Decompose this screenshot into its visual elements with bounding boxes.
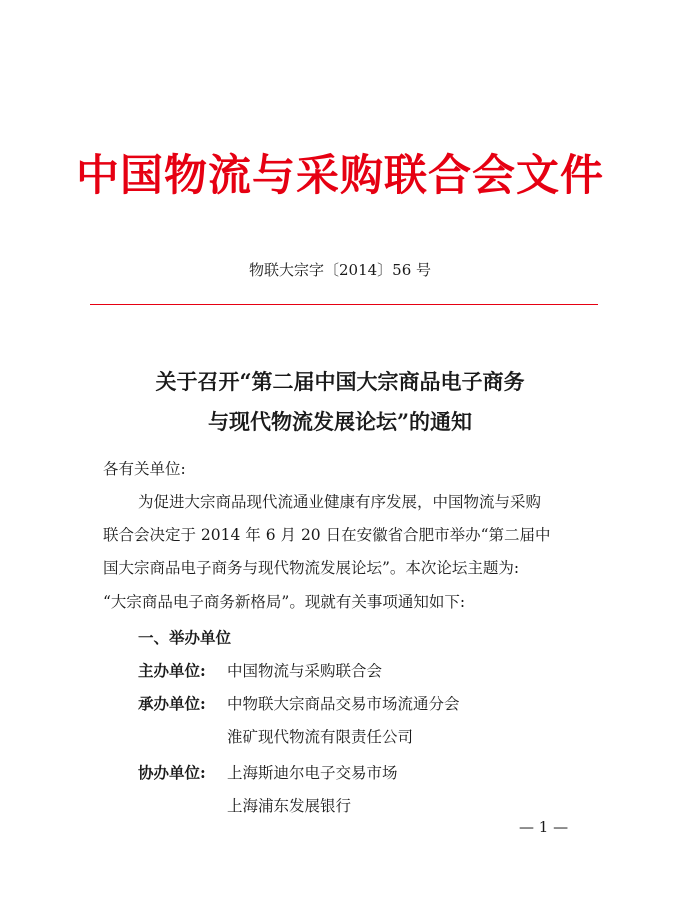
section-heading: 一、举办单位: [138, 628, 232, 647]
paragraph-line: 国大宗商品电子商务与现代物流发展论坛”。本次论坛主题为:: [103, 559, 520, 577]
organizer-value: 淮矿现代物流有限责任公司: [227, 728, 414, 746]
notice-title-line-2: 与现代物流发展论坛”的通知: [207, 409, 473, 434]
paragraph-line: “大宗商品电子商务新格局”。现就有关事项通知如下:: [103, 593, 466, 611]
host-label: 主办单位:: [138, 661, 206, 680]
notice-title-line-1: 关于召开“第二届中国大宗商品电子商务: [155, 369, 525, 394]
paragraph-line: 为促进大宗商品现代流通业健康有序发展，中国物流与采购: [138, 493, 542, 511]
salutation: 各有关单位:: [103, 460, 186, 478]
coorganizer-label: 协办单位:: [138, 763, 206, 782]
document-number: 物联大宗字〔2014〕56 号: [248, 261, 432, 279]
coorganizer-value: 上海斯迪尔电子交易市场: [227, 764, 398, 782]
organizer-label: 承办单位:: [138, 694, 206, 713]
host-value: 中国物流与采购联合会: [227, 662, 383, 680]
coorganizer-value: 上海浦东发展银行: [227, 797, 352, 815]
issuing-organization-title: 中国物流与采购联合会文件: [76, 151, 604, 201]
red-separator-line: [90, 304, 598, 305]
paragraph-line: 联合会决定于 2014 年 6 月 20 日在安徽省合肥市举办“第二届中: [103, 526, 551, 544]
organizer-value: 中物联大宗商品交易市场流通分会: [227, 695, 460, 713]
page-number: — 1 —: [519, 818, 569, 836]
